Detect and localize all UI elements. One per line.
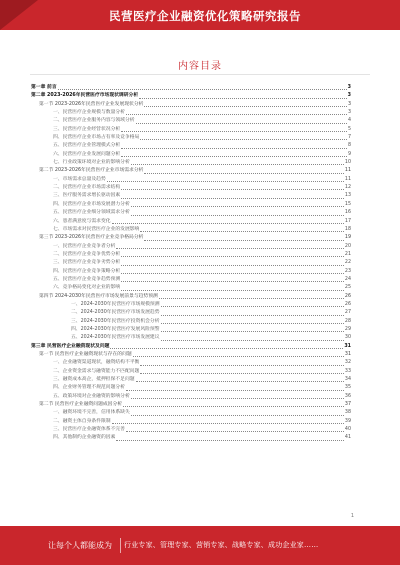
toc-entry-title: 二、企业资金需求与融资能力不匹配问题 <box>53 368 140 374</box>
toc-entry[interactable] <box>31 201 351 209</box>
toc-leader-dots <box>121 255 344 257</box>
toc-entry-page: 35 <box>344 385 351 391</box>
toc-leader-dots <box>140 230 344 232</box>
toc-leader-dots <box>121 188 344 190</box>
toc-entry[interactable] <box>31 159 351 167</box>
toc-entry-page: 34 <box>344 377 351 383</box>
toc-entry[interactable] <box>31 126 351 134</box>
header-corner-stripe <box>0 0 38 30</box>
toc-entry[interactable] <box>31 301 351 309</box>
toc-entry-title: 一、市场需求总量及趋势 <box>53 176 106 182</box>
toc-entry-page: 25 <box>344 285 351 291</box>
page-number: 1 <box>350 513 354 519</box>
toc-entry[interactable] <box>31 243 351 251</box>
toc-entry[interactable] <box>31 376 351 384</box>
toc-entry[interactable] <box>31 368 351 376</box>
toc-leader-dots <box>133 355 344 357</box>
toc-entry[interactable] <box>31 151 351 159</box>
toc-entry-page: 7 <box>347 135 351 141</box>
toc-entry[interactable] <box>31 109 351 117</box>
toc-leader-dots <box>159 297 344 299</box>
toc-leader-dots <box>112 222 344 224</box>
toc-entry-page: 8 <box>347 143 351 149</box>
footer-slogan: 让每个人都能成为 <box>48 541 112 550</box>
toc-entry[interactable] <box>31 192 351 200</box>
toc-entry[interactable] <box>31 259 351 267</box>
toc-entry-title: 三、2024-2030年民营医疗投资机会分析 <box>71 318 160 324</box>
toc-entry-page: 37 <box>344 402 351 408</box>
toc-entry-page: 17 <box>344 218 351 224</box>
toc-leader-dots <box>116 439 344 441</box>
toc-entry-title: 一、融资环境不完善，信用体系缺失 <box>53 410 130 416</box>
toc-leader-dots <box>121 197 344 199</box>
toc-entry-page: 5 <box>347 126 351 132</box>
toc-entry-page: 32 <box>344 360 351 366</box>
toc-leader-dots <box>112 422 344 424</box>
toc-leader-dots <box>140 364 344 366</box>
toc-entry[interactable] <box>31 401 351 409</box>
toc-entry[interactable] <box>31 418 351 426</box>
toc-entry[interactable] <box>31 343 351 351</box>
toc-entry-title: 一、民营医疗企业竞争者分析 <box>53 243 116 249</box>
header-bar <box>0 0 400 30</box>
toc-leader-dots <box>121 280 344 282</box>
toc-entry-page: 30 <box>344 335 351 341</box>
toc-entry[interactable] <box>31 309 351 317</box>
table-of-contents <box>31 84 351 443</box>
toc-entry-title: 四、2024-2030年民营医疗发展风险预警 <box>71 326 160 332</box>
toc-leader-dots <box>131 205 344 207</box>
footer-divider <box>120 538 121 553</box>
toc-entry[interactable] <box>31 334 351 342</box>
toc-entry[interactable] <box>31 92 351 100</box>
toc-entry-title: 第二章 2023-2026年民营医疗市场现状调研分析 <box>31 93 139 99</box>
toc-entry-page: 10 <box>344 160 351 166</box>
footer-bar <box>0 526 400 565</box>
toc-entry-page: 26 <box>344 301 351 307</box>
toc-entry[interactable] <box>31 393 351 401</box>
toc-entry[interactable] <box>31 167 351 175</box>
toc-entry-title: 四、民营医疗企业市场占有率及竞争格局 <box>53 135 140 141</box>
toc-leader-dots <box>116 247 344 249</box>
toc-entry[interactable] <box>31 384 351 392</box>
toc-entry-page: 19 <box>344 235 351 241</box>
toc-entry-title: 三、民营医疗企业经营状况分析 <box>53 126 121 132</box>
toc-heading: 内容目录 <box>178 61 222 72</box>
toc-entry-title: 四、民营医疗企业竞争策略分析 <box>53 268 121 274</box>
toc-leader-dots <box>121 147 347 149</box>
toc-entry-page: 13 <box>344 193 351 199</box>
toc-leader-dots <box>107 180 344 182</box>
toc-entry[interactable] <box>31 326 351 334</box>
toc-leader-dots <box>144 105 347 107</box>
toc-entry-title: 第四节 2024-2030年民营医疗市场发展前景与趋势预测 <box>39 293 158 299</box>
toc-leader-dots <box>161 330 344 332</box>
toc-leader-dots <box>139 97 347 99</box>
toc-leader-dots <box>161 322 344 324</box>
toc-entry-page: 27 <box>344 310 351 316</box>
toc-entry-page: 20 <box>344 243 351 249</box>
toc-leader-dots <box>121 130 347 132</box>
toc-entry[interactable] <box>31 134 351 142</box>
toc-entry-page: 40 <box>344 427 351 433</box>
toc-entry[interactable] <box>31 101 351 109</box>
toc-entry-title: 五、政策环境对企业融资的影响分析 <box>53 393 130 399</box>
toc-entry[interactable] <box>31 276 351 284</box>
toc-entry-page: 31 <box>344 343 351 349</box>
toc-leader-dots <box>121 155 347 157</box>
toc-leader-dots <box>121 272 344 274</box>
toc-entry-page: 36 <box>344 393 351 399</box>
toc-entry-page: 3 <box>347 101 351 107</box>
toc-entry-page: 28 <box>344 318 351 324</box>
toc-entry-page: 11 <box>344 176 351 182</box>
toc-leader-dots <box>131 414 344 416</box>
toc-entry[interactable] <box>31 184 351 192</box>
toc-leader-dots <box>121 264 344 266</box>
toc-entry-title: 五、民营医疗企业细分领域需求分析 <box>53 210 130 216</box>
toc-entry[interactable] <box>31 226 351 234</box>
toc-entry-title: 五、民营医疗企业管理模式分析 <box>53 143 121 149</box>
toc-entry-title: 五、2024-2030年民营医疗市场发展建议 <box>71 335 160 341</box>
toc-entry[interactable] <box>31 234 351 242</box>
toc-entry[interactable] <box>31 359 351 367</box>
toc-entry-title: 二、民营医疗企业市场需求结构 <box>53 185 121 191</box>
toc-entry-title: 第二节 2023-2026年民营医疗企业市场需求分析 <box>39 168 144 174</box>
toc-entry-page: 12 <box>344 185 351 191</box>
toc-entry-title: 六、患者满意度与需求变化 <box>53 218 111 224</box>
toc-entry-title: 二、2024-2030年民营医疗市场发展趋势 <box>71 310 160 316</box>
toc-leader-dots <box>58 88 347 90</box>
toc-entry-title: 三、医疗服务需求增长驱动因素 <box>53 193 121 199</box>
toc-entry[interactable] <box>31 351 351 359</box>
toc-entry-title: 六、竞争格局变化对企业的影响 <box>53 285 121 291</box>
toc-entry[interactable] <box>31 434 351 442</box>
report-title: 民营医疗企业融资优化策略研究报告 <box>109 9 301 23</box>
toc-heading-divider <box>30 74 370 75</box>
toc-entry[interactable] <box>31 176 351 184</box>
toc-leader-dots <box>136 122 347 124</box>
toc-entry-title: 第三节 2023-2026年民营医疗企业竞争格局分析 <box>39 235 144 241</box>
toc-entry-title: 第一节 民营医疗企业融资现状与存在的问题 <box>39 352 132 357</box>
toc-leader-dots <box>126 430 344 432</box>
toc-entry[interactable] <box>31 84 351 92</box>
toc-entry[interactable] <box>31 284 351 292</box>
toc-entry[interactable] <box>31 251 351 259</box>
toc-entry-title: 二、民营医疗企业竞争优势分析 <box>53 251 121 257</box>
toc-entry-title: 第一节 2023-2026年民营医疗企业发展现状分析 <box>39 101 144 107</box>
toc-entry[interactable] <box>31 318 351 326</box>
toc-leader-dots <box>161 305 344 307</box>
toc-entry-page: 33 <box>344 368 351 374</box>
toc-entry-title: 七、行业政策环境对企业的影响分析 <box>53 160 130 166</box>
toc-leader-dots <box>136 380 344 382</box>
toc-leader-dots <box>140 372 344 374</box>
toc-entry[interactable] <box>31 293 351 301</box>
toc-entry[interactable] <box>31 142 351 150</box>
toc-entry-page: 41 <box>344 435 351 441</box>
toc-entry-title: 六、民营医疗企业发展问题分析 <box>53 151 121 157</box>
toc-entry[interactable] <box>31 209 351 217</box>
toc-entry-page: 39 <box>344 418 351 424</box>
toc-leader-dots <box>144 239 343 241</box>
toc-entry-page: 3 <box>347 85 351 90</box>
toc-entry-page: 26 <box>344 293 351 299</box>
toc-leader-dots <box>144 172 343 174</box>
toc-entry-page: 38 <box>344 410 351 416</box>
toc-leader-dots <box>121 289 344 291</box>
toc-entry-page: 23 <box>344 268 351 274</box>
toc-entry-page: 3 <box>347 110 351 116</box>
toc-entry-page: 18 <box>344 226 351 232</box>
toc-entry-title: 一、企业融资渠道现状，融资结构不平衡 <box>53 360 140 366</box>
toc-entry-title: 第三章 民营医疗企业融资现状及问题 <box>31 343 110 349</box>
toc-entry-page: 29 <box>344 326 351 332</box>
toc-leader-dots <box>126 113 347 115</box>
toc-entry-title: 三、民营医疗企业竞争劣势分析 <box>53 260 121 266</box>
toc-entry-title: 第二节 民营医疗企业融资问题成因分析 <box>39 402 123 408</box>
toc-entry-title: 四、企业财务管理不规范问题分析 <box>53 385 125 391</box>
toc-leader-dots <box>161 339 344 341</box>
toc-entry-page: 31 <box>344 352 351 357</box>
toc-entry-title: 第一章 前言 <box>31 85 57 90</box>
toc-entry-page: 21 <box>344 251 351 257</box>
toc-entry-page: 3 <box>347 93 351 99</box>
toc-leader-dots <box>110 347 343 349</box>
toc-entry-title: 七、市场需求对民营医疗企业的发展影响 <box>53 226 140 232</box>
toc-entry-title: 三、民营医疗企业融资体系不完善 <box>53 427 125 433</box>
toc-leader-dots <box>126 389 344 391</box>
toc-entry-title: 四、民营医疗企业市场发展潜力分析 <box>53 201 130 207</box>
toc-entry-page: 16 <box>344 210 351 216</box>
toc-entry[interactable] <box>31 268 351 276</box>
toc-entry[interactable] <box>31 426 351 434</box>
toc-leader-dots <box>140 138 347 140</box>
toc-entry[interactable] <box>31 218 351 226</box>
toc-leader-dots <box>161 314 344 316</box>
toc-entry-title: 二、融资主体自身条件限制 <box>53 418 111 424</box>
toc-entry-title: 三、融资成本高企，抵押担保不足问题 <box>53 377 135 383</box>
toc-entry-page: 4 <box>347 118 351 124</box>
toc-entry-title: 五、民营医疗企业竞争趋势预测 <box>53 276 121 282</box>
toc-entry-page: 24 <box>344 276 351 282</box>
toc-leader-dots <box>131 214 344 216</box>
toc-entry-page: 22 <box>344 260 351 266</box>
toc-entry-title: 二、民营医疗企业服务内容与领域分析 <box>53 118 135 124</box>
toc-entry-page: 9 <box>347 151 351 157</box>
toc-leader-dots <box>131 397 344 399</box>
toc-entry-page: 11 <box>344 168 351 174</box>
toc-entry-title: 四、其他制约企业融资的因素 <box>53 435 116 441</box>
toc-entry-title: 一、2024-2030年民营医疗市场规模预测 <box>71 301 160 307</box>
toc-entry[interactable] <box>31 117 351 125</box>
toc-leader-dots <box>123 405 344 407</box>
toc-leader-dots <box>131 163 344 165</box>
toc-entry-page: 15 <box>344 201 351 207</box>
toc-entry[interactable] <box>31 409 351 417</box>
toc-entry-title: 一、民营医疗企业规模与数量分析 <box>53 110 125 116</box>
footer-tagline: 行业专家、管理专家、营销专家、战略专家、成功企业家…… <box>124 541 319 549</box>
